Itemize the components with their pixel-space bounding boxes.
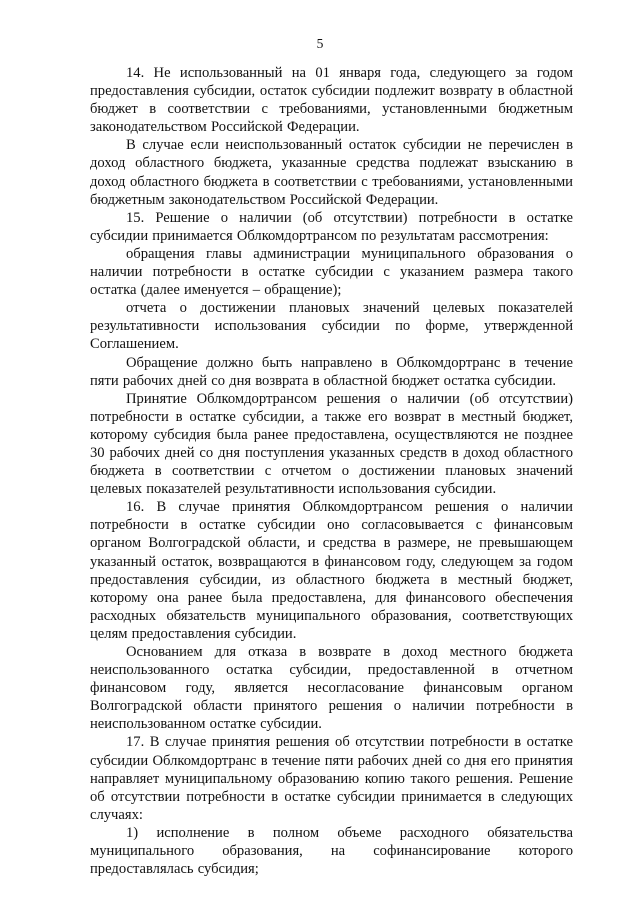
document-body <box>90 64 573 878</box>
paragraph-report: отчета о достижении плановых значений целевых показателей результативности использования субсидии по форме, утвержденной Соглашением. <box>90 300 573 353</box>
paragraph-14: 14. Не использованный на 01 января года, следующего за годом предоставления субсидии, остаток субсидии подлежит возврату в областной бюджет в соответствии с требованиями, установленными бюджетным законодательством Российской Федерации. <box>90 65 573 136</box>
page-number: 5 <box>316 36 324 51</box>
paragraph-appeal: обращения главы администрации муниципального образования о наличии потребности в остатке субсидии с указанием размера такого остатка (далее именуется – обращение); <box>90 245 573 299</box>
paragraph-17-item-1: 1) исполнение в полном объеме расходного обязательства муниципального образования, на софинансирование которого предоставлялась субсидия; <box>90 824 573 878</box>
paragraph-17: 17. В случае принятия решения об отсутствии потребности в остатке субсидии Облкомдортранс в течение пяти рабочих дней со дня его принятия направляет муниципальному образованию копию такого решения. Решение об отсутствии потребности в остатке субсидии принимается в следующих случаях: <box>90 734 573 823</box>
paragraph-decision-deadline: Принятие Облкомдортрансом решения о наличии (об отсутствии) потребности в остатке субсидии, а также его возврат в местный бюджет, которому субсидия была ранее предоставлена, осуществляются не позднее 30 рабочих дней со дня поступления указанных средств в доход областного бюджета в соответствии с отчетом о достижении плановых значений целевых показателей результативности использования субсидии. <box>90 390 573 498</box>
paragraph-15: 15. Решение о наличии (об отсутствии) потребности в остатке субсидии принимается Облкомдортрансом по результатам рассмотрения: <box>90 209 573 244</box>
paragraph-16: 16. В случае принятия Облкомдортрансом решения о наличии потребности в остатке субсидии оно согласовывается с финансовым органом Волгоградской области, и средства в размере, не превышающем указанный остаток, возвращаются в финансовом году, следующем за годом предоставления субсидии, из областного бюджета в местный бюджет, которому она ранее была предоставлена, для финансового обеспечения расходных обязательств муниципального образования, соответствующих целям предоставления субсидии. <box>90 499 573 642</box>
paragraph-appeal-deadline: Обращение должно быть направлено в Облкомдортранс в течение пяти рабочих дней со дня возврата в областной бюджет остатка субсидии. <box>90 354 573 389</box>
paragraph-unreturned-balance: В случае если неиспользованный остаток субсидии не перечислен в доход областного бюджета, указанные средства подлежат взысканию в доход областного бюджета в соответствии с требованиями, установленными бюджетным законодательством Российской Федерации. <box>90 137 573 208</box>
paragraph-refusal-grounds: Основанием для отказа в возврате в доход местного бюджета неиспользованного остатка субсидии, предоставленной в отчетном финансовом году, является несогласование финансовым органом Волгоградской области принятого решения о наличии потребности в неиспользованном остатке субсидии. <box>90 644 573 733</box>
